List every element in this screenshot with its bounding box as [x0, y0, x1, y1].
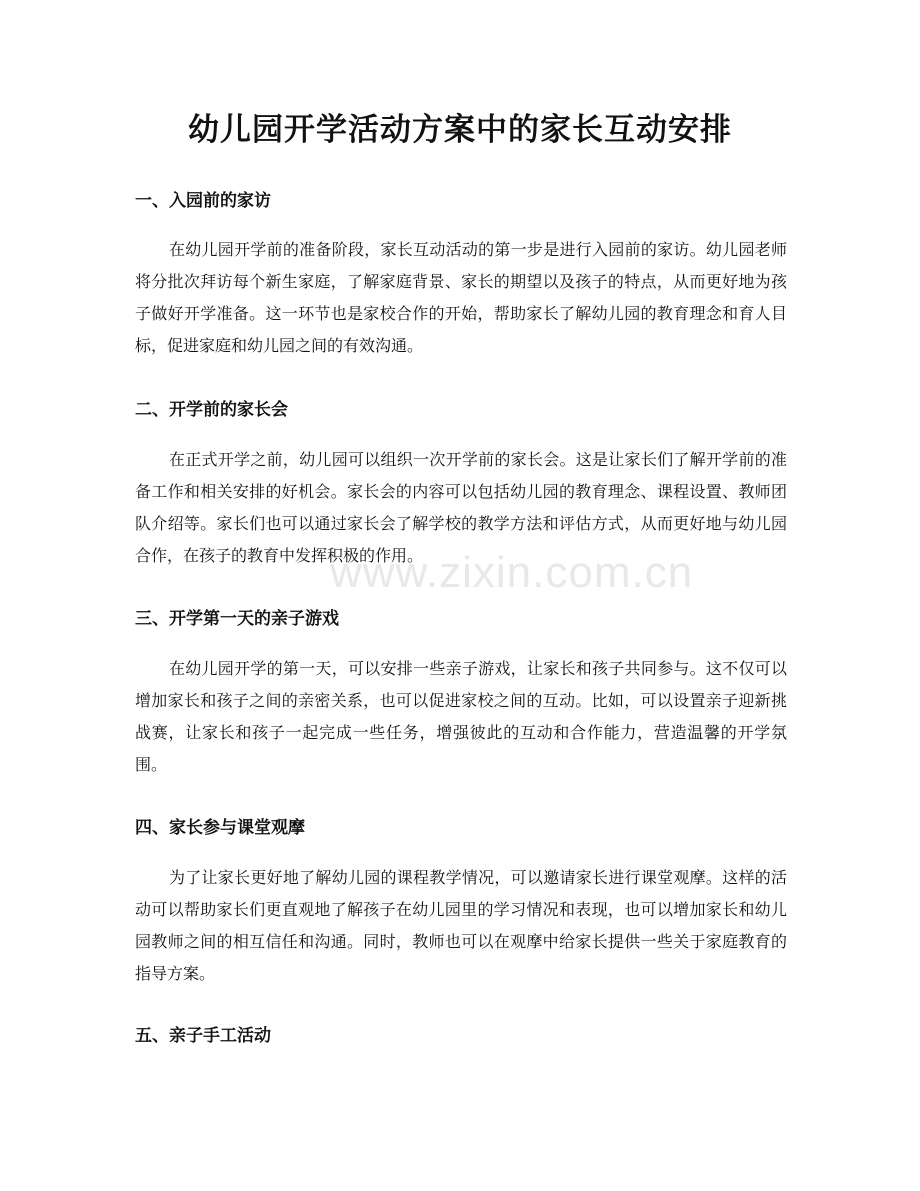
section-paragraph-3: 在幼儿园开学的第一天，可以安排一些亲子游戏，让家长和孩子共同参与。这不仅可以增加家长和孩子之间的亲密关系，也可以促进家校之间的互动。比如，可以设置亲子迎新挑战赛，让家长和孩子一起完成一些任务，增强彼此的互动和合作能力，营造温馨的开学氛围。 — [135, 659, 787, 774]
section-paragraph-2: 在正式开学之前，幼儿园可以组织一次开学前的家长会。这是让家长们了解开学前的准备工作和相关安排的好机会。家长会的内容可以包括幼儿园的教育理念、课程设置、教师团队介绍等。家长们也可以通过家长会了解学校的教学方法和评估方式，从而更好地与幼儿园合作，在孩子的教育中发挥积极的作用。 — [135, 450, 787, 565]
section-paragraph-1: 在幼儿园开学前的准备阶段，家长互动活动的第一步是进行入园前的家访。幼儿园老师将分批次拜访每个新生家庭，了解家庭背景、家长的期望以及孩子的特点，从而更好地为孩子做好开学准备。这一环节也是家校合作的开始，帮助家长了解幼儿园的教育理念和育人目标，促进家庭和幼儿园之间的有效沟通。 — [135, 240, 787, 355]
watermark: www.zixin.com.cn — [330, 548, 694, 597]
section-heading-3: 三、开学第一天的亲子游戏 — [135, 609, 339, 629]
section-heading-5: 五、亲子手工活动 — [135, 1026, 271, 1046]
section-heading-1: 一、入园前的家访 — [135, 191, 271, 211]
section-heading-4: 四、家长参与课堂观摩 — [135, 818, 305, 838]
section-heading-2: 二、开学前的家长会 — [135, 400, 288, 420]
document-title: 幼儿园开学活动方案中的家长互动安排 — [188, 112, 732, 148]
section-paragraph-4: 为了让家长更好地了解幼儿园的课程教学情况，可以邀请家长进行课堂观摩。这样的活动可以帮助家长们更直观地了解孩子在幼儿园里的学习情况和表现，也可以增加家长和幼儿园教师之间的相互信任和沟通。同时，教师也可以在观摩中给家长提供一些关于家庭教育的指导方案。 — [135, 868, 787, 983]
